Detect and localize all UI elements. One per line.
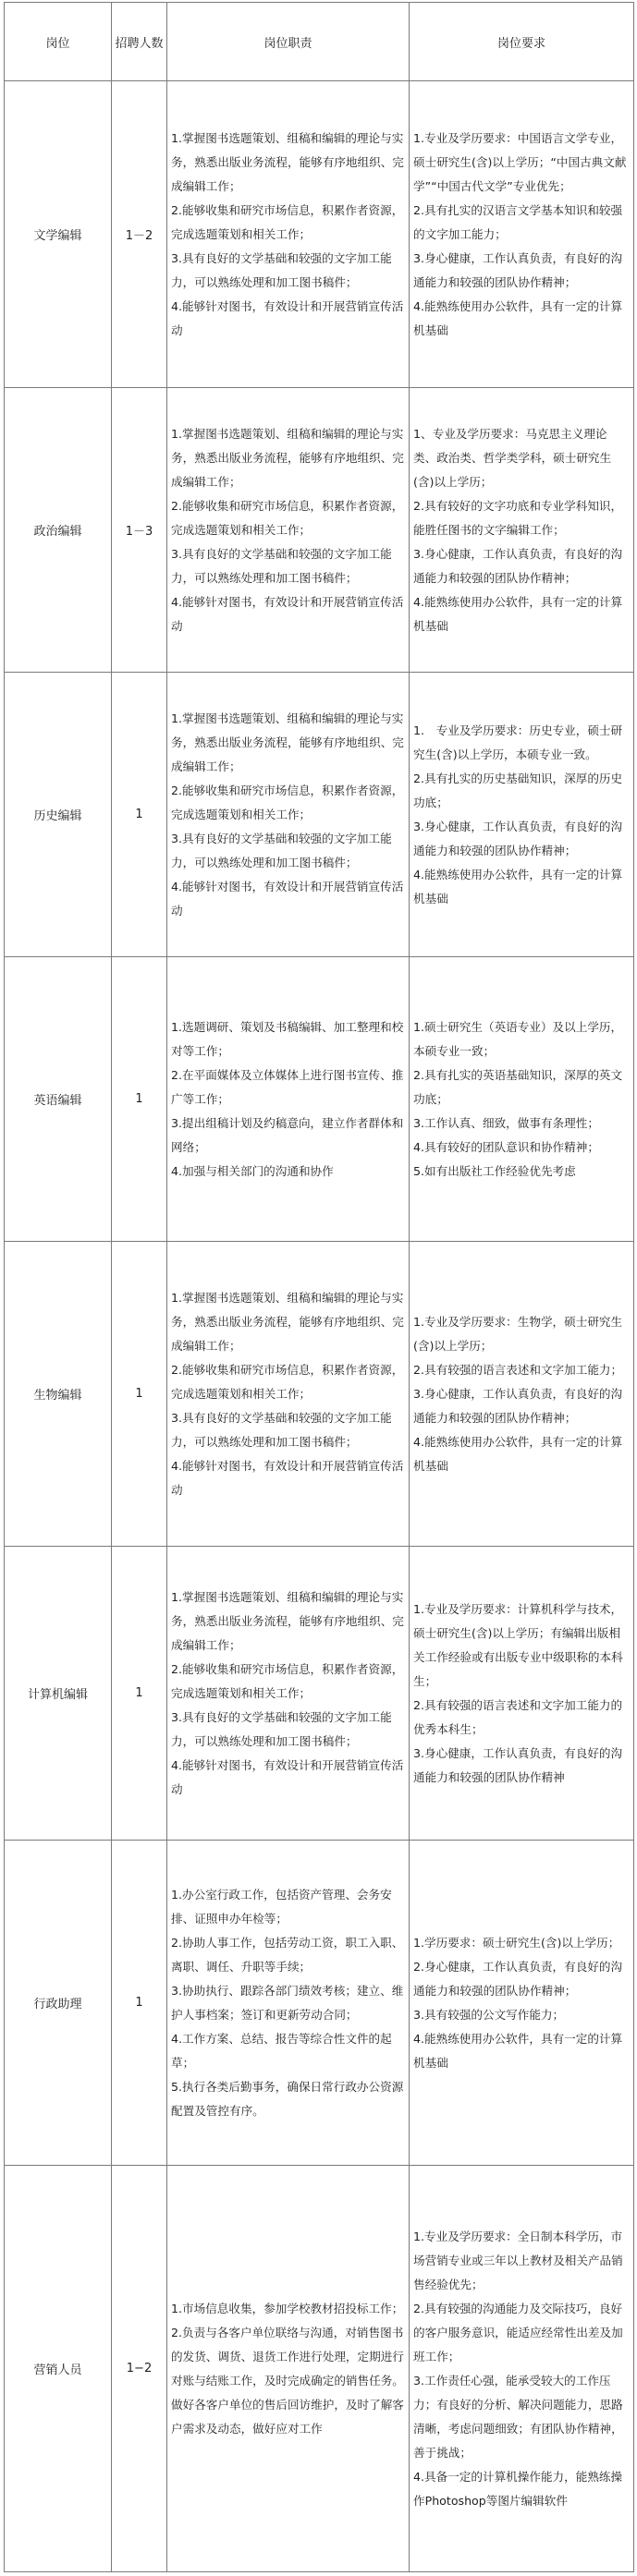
duties-cell [167,2166,410,2572]
duty-item: 1.掌握图书选题策划、组稿和编辑的理论与实务，熟悉出版业务流程，能够有序地组织、完成编辑工作； [171,1290,404,1353]
duty-item: 3.具有良好的文学基础和较强的文字加工能力，可以熟练处理和加工图书稿件； [171,546,392,585]
recruitment-table [4,2,634,2572]
requirement-item: 3.工作责任心强，能承受较大的工作压力；有良好的分析、解决问题能力，思路清晰，考虑问题细致；有团队协作精神，善于挑战； [413,2373,623,2460]
duty-item: 4.能够针对图书，有效设计和开展营销宣传活动 [171,594,404,633]
table-row [5,1841,634,2166]
requirement-item: 1.学历要求：硕士研究生(含)以上学历； [413,1935,620,1950]
duty-item: 1.掌握图书选题策划、组稿和编辑的理论与实务，熟悉出版业务流程，能够有序地组织、完成编辑工作； [171,426,404,489]
table-row [5,81,634,388]
requirements-cell [410,1547,634,1841]
duty-item: 5.执行各类后勤事务，确保日常行政办公资源配置及管控有序。 [171,2079,404,2118]
header-row [5,3,634,81]
count-cell: 1 [112,957,167,1242]
requirements-cell [410,2166,634,2572]
duty-item: 1.掌握图书选题策划、组稿和编辑的理论与实务，熟悉出版业务流程，能够有序地组织、完成编辑工作； [171,1589,404,1652]
requirement-item: 4.能熟练使用办公软件，具有一定的计算机基础 [413,867,623,905]
requirement-item: 1.专业及学历要求：全日制本科学历，市场营销专业或三年以上教材及相关产品销售经验优先； [413,2229,623,2291]
duty-item: 4.能够针对图书，有效设计和开展营销宣传活动 [171,298,404,337]
header-requirements: 岗位要求 [410,3,634,81]
duties-cell [167,81,410,388]
requirement-item: 2.具有扎实的英语基础知识，深厚的英文功底； [413,1067,623,1106]
duty-item: 2.协助人事工作，包括劳动工资，职工入职、离职、调任、升职等手续； [171,1935,404,1974]
count-cell: 1 [112,1841,167,2166]
requirement-item: 2.具有较好的文字功底和专业学科知识，能胜任图书的文字编辑工作； [413,498,623,537]
requirements-cell [410,1242,634,1547]
duty-item: 1.市场信息收集，参加学校教材招投标工作； [171,2301,404,2315]
table-row [5,2166,634,2572]
duty-item: 3.具有良好的文学基础和较强的文字加工能力，可以熟练处理和加工图书稿件； [171,250,392,289]
table-body [5,81,634,2572]
duty-item: 3.具有良好的文学基础和较强的文字加工能力，可以熟练处理和加工图书稿件； [171,1709,392,1748]
requirement-item: 1.专业及学历要求：计算机科学与技术，硕士研究生(含)以上学历；有编辑出版相关工作经验或有出版专业中级职称的本科生； [413,1601,623,1688]
requirement-item: 1. 专业及学历要求：历史专业，硕士研究生(含)以上学历，本硕专业一致。 [413,723,623,761]
requirement-item: 3.具有较强的公文写作能力； [413,2007,565,2022]
count-cell: 1－3 [112,388,167,673]
requirement-item: 2.具有较强的沟通能力及交际技巧，良好的客户服务意识，能适应经常性出差及加班工作； [413,2301,623,2363]
requirement-item: 4.能熟练使用办公软件，具有一定的计算机基础 [413,298,623,337]
requirement-item: 3.身心健康，工作认真负责，有良好的沟通能力和较强的团队协作精神； [413,1386,623,1425]
duty-item: 4.能够针对图书，有效设计和开展营销宣传活动 [171,1757,404,1796]
requirement-item: 2.具有扎实的历史基础知识，深厚的历史功底； [413,771,623,809]
requirement-item: 1、专业及学历要求：马克思主义理论类、政治类、哲学类学科，硕士研究生(含)以上学历； [413,426,612,489]
table-header [5,3,634,81]
table-row [5,388,634,673]
duty-item: 2.能够收集和研究市场信息，积累作者资源，完成选题策划和相关工作； [171,783,404,821]
duties-cell [167,673,410,957]
duty-item: 2.能够收集和研究市场信息，积累作者资源，完成选题策划和相关工作； [171,1362,404,1401]
requirement-item: 1.专业及学历要求：中国语言文学专业，硕士研究生(含)以上学历；“中国古典文献学”“中国古代文学”专业优先； [413,130,627,193]
header-position: 岗位 [5,3,112,81]
requirement-item: 2.身心健康，工作认真负责，有良好的沟通能力和较强的团队协作精神； [413,1959,623,1998]
duty-item: 1.办公室行政工作，包括资产管理、会务安排、证照申办年检等； [171,1887,392,1926]
duty-item: 4.能够针对图书，有效设计和开展营销宣传活动 [171,1458,404,1497]
position-cell: 行政助理 [5,1841,112,2166]
requirement-item: 4.具备一定的计算机操作能力，能熟练操作Photoshop等图片编辑软件 [413,2469,623,2508]
duty-item: 4.能够针对图书，有效设计和开展营销宣传活动 [171,879,404,917]
duty-item: 2.能够收集和研究市场信息，积累作者资源，完成选题策划和相关工作； [171,1661,404,1700]
duty-item: 3.提出组稿计划及约稿意向，建立作者群体和网络； [171,1115,404,1154]
header-count: 招聘人数 [112,3,167,81]
requirements-cell [410,1841,634,2166]
duties-cell [167,957,410,1242]
requirement-item: 2.具有较强的语言表述和文字加工能力的优秀本科生； [413,1697,623,1736]
requirement-item: 1.专业及学历要求：生物学，硕士研究生(含)以上学历； [413,1314,623,1353]
duty-item: 2.负责与各客户单位联络与沟通，对销售图书的发货、调货、退货工作进行处理，定期进行对账与结账工作，及时完成确定的销售任务。做好各客户单位的售后回访维护，及时了解客户需求及动态，做好应对工作 [171,2325,404,2436]
requirements-cell [410,388,634,673]
header-duties: 岗位职责 [167,3,410,81]
position-cell: 历史编辑 [5,673,112,957]
duty-item: 4.加强与相关部门的沟通和协作 [171,1163,334,1178]
requirement-item: 3.身心健康，工作认真负责，有良好的沟通能力和较强的团队协作精神； [413,819,623,857]
count-cell: 1 [112,1242,167,1547]
duty-item: 4.工作方案、总结、报告等综合性文件的起草； [171,2031,392,2070]
position-cell: 文学编辑 [5,81,112,388]
requirement-item: 3.工作认真、细致，做事有条理性； [413,1115,599,1130]
table-row [5,1242,634,1547]
duty-item: 2.在平面媒体及立体媒体上进行图书宣传、推广等工作； [171,1067,404,1106]
duties-cell [167,1547,410,1841]
count-cell: 1−2 [112,2166,167,2572]
requirement-item: 3.身心健康，工作认真负责，有良好的沟通能力和较强的团队协作精神 [413,1745,623,1784]
position-cell: 政治编辑 [5,388,112,673]
requirements-cell [410,81,634,388]
table-row [5,673,634,957]
duty-item: 2.能够收集和研究市场信息，积累作者资源，完成选题策划和相关工作； [171,498,404,537]
duty-item: 3.协助执行、跟踪各部门绩效考核；建立、维护人事档案；签订和更新劳动合同； [171,1983,404,2022]
duty-item: 3.具有良好的文学基础和较强的文字加工能力，可以熟练处理和加工图书稿件； [171,831,392,869]
count-cell: 1 [112,1547,167,1841]
duty-item: 1.掌握图书选题策划、组稿和编辑的理论与实务，熟悉出版业务流程，能够有序地组织、完成编辑工作； [171,130,404,193]
requirement-item: 3.身心健康，工作认真负责，有良好的沟通能力和较强的团队协作精神； [413,546,623,585]
duty-item: 2.能够收集和研究市场信息，积累作者资源，完成选题策划和相关工作； [171,202,404,241]
requirement-item: 1.硕士研究生（英语专业）及以上学历，本硕专业一致； [413,1019,623,1058]
position-cell: 营销人员 [5,2166,112,2572]
duties-cell [167,388,410,673]
duties-cell [167,1841,410,2166]
count-cell: 1－2 [112,81,167,388]
requirement-item: 4.能熟练使用办公软件，具有一定的计算机基础 [413,594,623,633]
position-cell: 计算机编辑 [5,1547,112,1841]
duty-item: 3.具有良好的文学基础和较强的文字加工能力，可以熟练处理和加工图书稿件； [171,1410,392,1449]
table-row [5,1547,634,1841]
duties-cell [167,1242,410,1547]
duty-item: 1.选题调研、策划及书稿编辑、加工整理和校对等工作； [171,1019,404,1058]
requirement-item: 3.身心健康，工作认真负责，有良好的沟通能力和较强的团队协作精神； [413,250,623,289]
requirement-item: 4.具有较好的团队意识和协作精神； [413,1139,599,1154]
position-cell: 生物编辑 [5,1242,112,1547]
requirements-cell [410,957,634,1242]
count-cell: 1 [112,673,167,957]
requirement-item: 5.如有出版社工作经验优先考虑 [413,1163,576,1178]
requirement-item: 4.能熟练使用办公软件，具有一定的计算机基础 [413,1434,623,1473]
duty-item: 1.掌握图书选题策划、组稿和编辑的理论与实务，熟悉出版业务流程，能够有序地组织、完成编辑工作； [171,711,404,773]
table-row [5,957,634,1242]
position-cell: 英语编辑 [5,957,112,1242]
requirement-item: 2.具有较强的语言表述和文字加工能力； [413,1362,623,1377]
requirement-item: 4.能熟练使用办公软件，具有一定的计算机基础 [413,2031,623,2070]
requirement-item: 2.具有扎实的汉语言文学基本知识和较强的文字加工能力； [413,202,623,241]
requirements-cell [410,673,634,957]
